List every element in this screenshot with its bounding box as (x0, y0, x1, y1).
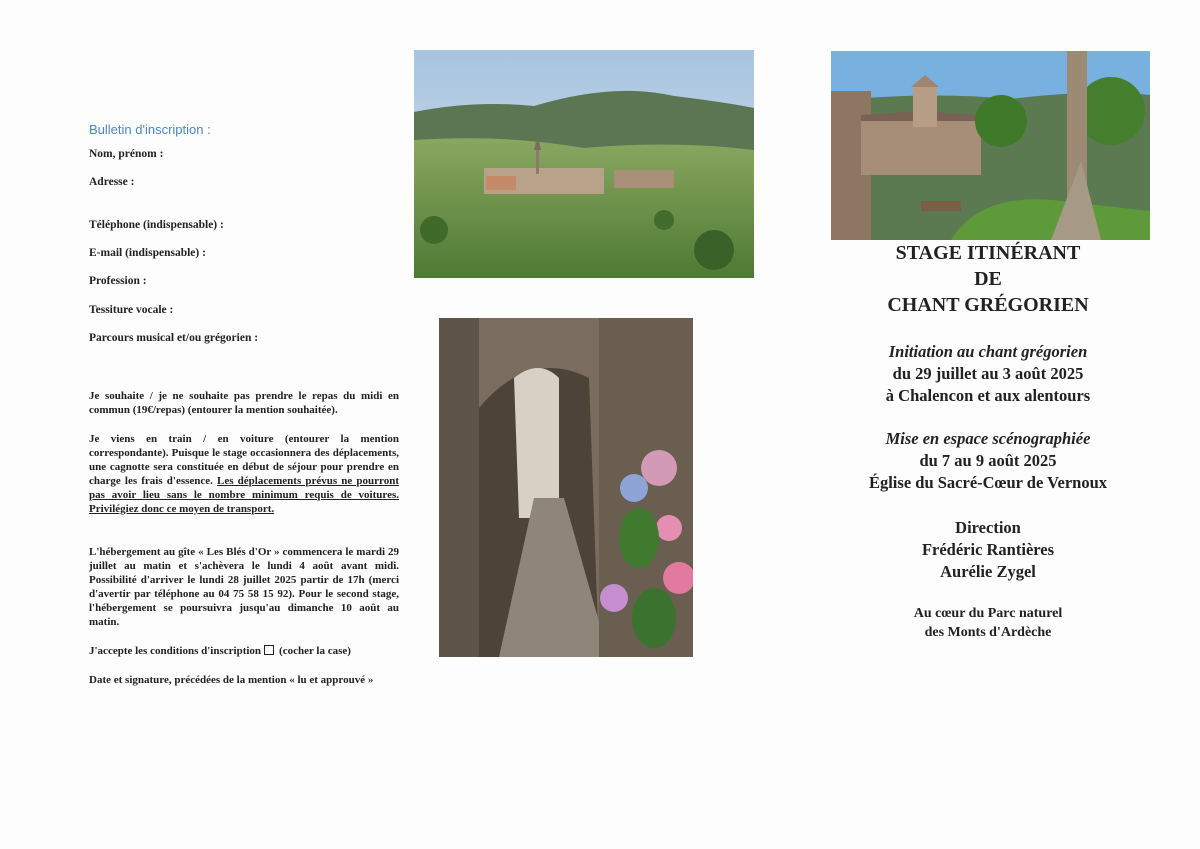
accept-hint: (cocher la case) (279, 645, 351, 657)
transport-note: Les déplacements prévus ne pourront pas avoir lieu sans le nombre minimum requis de voitures. Privilégiez donc ce moyen de transport. (89, 475, 399, 515)
event-title-line: DE (974, 268, 1002, 290)
village-photo (831, 51, 1150, 240)
transport-paragraph (89, 432, 399, 516)
accept-checkbox[interactable] (264, 645, 274, 655)
landscape-photo (414, 50, 754, 278)
initiation-label: Initiation au chant grégorien (888, 342, 1088, 361)
location-line: des Monts d'Ardèche (924, 625, 1052, 640)
director-name: Aurélie Zygel (940, 562, 1036, 581)
field-name: Nom, prénom : (89, 148, 164, 160)
event-title-line: STAGE ITINÉRANT (895, 242, 1081, 264)
direction-block (826, 517, 1150, 583)
transport-text: Je viens en train / en voiture (entourer la mention correspondante). Puisque le stage occasionnera des déplacements, une cagnotte sera constituée en début de séjour pour prendre en charge les frais d'essence. (89, 433, 399, 487)
staging-place: Église du Sacré-Cœur de Vernoux (868, 473, 1108, 492)
lodging-paragraph: L'hébergement au gîte « Les Blés d'Or » commencera le mardi 29 juillet au matin et s'achèvera le lundi 4 août avant midi. Possibilité d'arriver le lundi 28 juillet 2025 partir de 17h (merci d'avertir par téléphone au 04 75 58 15 92). Pour le second stage, l'hébergement se poursuivra jusqu'au dimanche 10 août au matin. (89, 546, 399, 628)
staging-block (826, 428, 1150, 494)
event-title-line: CHANT GRÉGORIEN (887, 294, 1089, 316)
initiation-place: à Chalencon et aux alentours (885, 386, 1091, 405)
staging-label: Mise en espace scénographiée (885, 429, 1091, 448)
director-name: Frédéric Rantières (921, 540, 1055, 559)
field-phone: Téléphone (indispensable) : (89, 219, 224, 231)
direction-label: Direction (955, 518, 1021, 537)
field-background: Parcours musical et/ou grégorien : (89, 332, 259, 344)
location-block (826, 604, 1150, 642)
accept-line (89, 644, 399, 658)
field-profession: Profession : (89, 275, 147, 287)
form-title: Bulletin d'inscription : (89, 122, 211, 137)
staging-dates: du 7 au 9 août 2025 (919, 451, 1057, 470)
field-address: Adresse : (89, 176, 135, 188)
initiation-dates: du 29 juillet au 3 août 2025 (892, 364, 1084, 383)
field-voice: Tessiture vocale : (89, 304, 174, 316)
initiation-block (826, 341, 1150, 407)
field-email: E-mail (indispensable) : (89, 247, 206, 259)
location-line: Au cœur du Parc naturel (913, 606, 1063, 621)
event-title (826, 240, 1150, 318)
alley-photo (439, 318, 693, 657)
accept-text: J'accepte les conditions d'inscription (89, 645, 262, 657)
signature-line: Date et signature, précédées de la mention « lu et approuvé » (89, 674, 374, 686)
meals-paragraph: Je souhaite / je ne souhaite pas prendre le repas du midi en commun (19€/repas) (entourer la mention souhaitée). (89, 390, 399, 416)
